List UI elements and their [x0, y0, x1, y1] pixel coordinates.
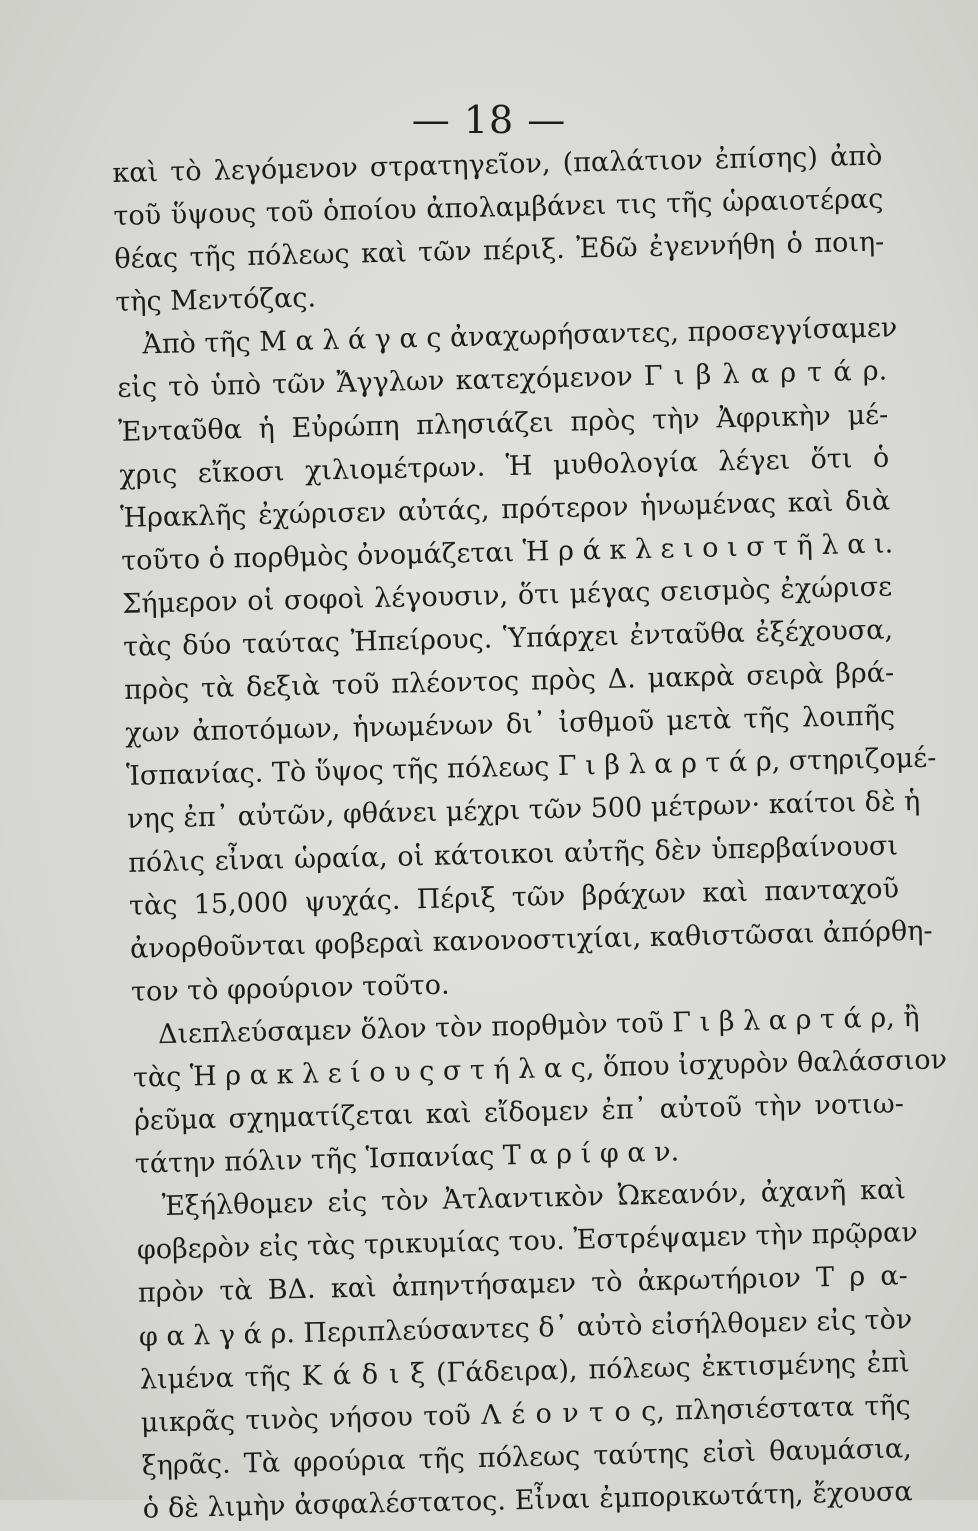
text-line: ἀνορθοῦνται φοβεραὶ κανονοστιχίαι, καθιστῶσαι ἀπόρθη-: [129, 915, 933, 965]
text-line: τὰς δύο ταύτας Ἠπείρους. Ὑπάρχει ἐνταῦθα ἐξέχουσα,: [122, 614, 894, 663]
text-line: τοῦ ὕψους τοῦ ὁποίου ἀπολαμβάνει τις τῆς ὡραιοτέρας: [113, 183, 884, 233]
text-line: Ἱσπανίας. Τὸ ὕψος τῆς πόλεως Γ ι β λ α ρ τ ά ρ, στηριζομέ-: [125, 742, 937, 793]
text-line: ξηρᾶς. Τὰ φρούρια τῆς πόλεως ταύτης εἰσὶ θαυμάσια,: [141, 1433, 912, 1482]
text-line: ὁ δὲ λιμὴν ἀσφαλέστατος. Εἶναι ἐμπορικωτάτη, ἔχουσα: [142, 1476, 913, 1525]
text-line: τὰς Ἡ ρ α κ λ ε ί ο υ ς σ τ ή λ α ς, ὅπου ἰσχυρὸν θαλάσσιον: [132, 1044, 948, 1094]
text-line: φ α λ γ ά ρ. Περιπλεύσαντες δ᾽ αὐτὸ εἰσήλθομεν εἰς τὸν: [138, 1303, 913, 1353]
body-text: [112, 135, 948, 1531]
text-line: λιμένα τῆς Κ ά δ ι ξ (Γάδειρα), πόλεως ἐκτισμένης ἐπὶ: [139, 1346, 911, 1396]
text-line: φοβερὸν εἰς τὰς τρικυμίας του. Ἐστρέψαμεν τὴν πρῷραν: [136, 1217, 919, 1267]
text-line: εἰς τὸ ὑπὸ τῶν Ἄγγλων κατεχόμενον Γ ι β λ α ρ τ ά ρ.: [117, 355, 888, 405]
text-line: τοῦτο ὁ πορθμὸς ὀνομάζεται Ἡ ρ ά κ λ ε ι ο ι σ τ ῆ λ α ι.: [120, 528, 894, 577]
text-line: πόλις εἶναι ὡραία, οἱ κάτοικοι αὐτῆς δὲν ὑπερβαίνουσι: [127, 829, 899, 879]
text-line: Ἐνταῦθα ἡ Εὐρώπη πλησιάζει πρὸς τὴν Ἀφρικὴν μέ-: [118, 399, 889, 448]
text-line: μικρᾶς τινὸς νήσου τοῦ Λ έ ο ν τ ο ς, πλησιέστατα τῆς: [140, 1389, 911, 1439]
text-line: Ἡρακλῆς ἐχώρισεν αὐτάς, πρότερον ἡνωμένας καὶ διὰ: [119, 485, 891, 534]
text-line: Ἐξήλθομεν εἰς τὸν Ἀτλαντικὸν Ὠκεανόν, ἀχανῆ καὶ: [161, 1174, 907, 1223]
text-line: καὶ τὸ λεγόμενον στρατηγεῖον, (παλάτιον ἐπίσης) ἀπὸ: [112, 140, 883, 189]
text-line: πρὸν τὰ ΒΔ. καὶ ἀπηντήσαμεν τὸ ἀκρωτήριον Τ ρ α-: [137, 1260, 909, 1310]
page-number: — 18 —: [411, 98, 567, 142]
text-line: τάτην πόλιν τῆς Ἱσπανίας Τ α ρ ί φ α ν.: [134, 1136, 680, 1180]
text-line: ῥεῦμα σχηματίζεται καὶ εἴδομεν ἐπ᾽ αὐτοῦ τὴν νοτιω-: [133, 1088, 905, 1137]
text-line: τὰς 15,000 ψυχάς. Πέριξ τῶν βράχων καὶ πανταχοῦ: [128, 872, 900, 922]
text-line: Σήμερον οἱ σοφοὶ λέγουσιν, ὅτι μέγας σεισμὸς ἐχώρισε: [121, 571, 893, 620]
text-line: χρις εἴκοσι χιλιομέτρων. Ἡ μυθολογία λέγει ὅτι ὁ: [118, 442, 890, 491]
text-line: θέας τῆς πόλεως καὶ τῶν πέριξ. Ἐδῶ ἐγεννήθη ὁ ποιη-: [114, 226, 885, 276]
text-line: Διεπλεύσαμεν ὅλον τὸν πορθμὸν τοῦ Γ ι β λ α ρ τ ά ρ, ἢ: [157, 1001, 920, 1051]
text-line: τον τὸ φρούριον τοῦτο.: [130, 969, 450, 1008]
text-line: νης ἐπ᾽ αὐτῶν, φθάνει μέχρι τῶν 500 μέτρων· καίτοι δὲ ἡ: [126, 786, 921, 836]
text-line: πρὸς τὰ δεξιὰ τοῦ πλέοντος πρὸς Δ. μακρὰ σειρὰ βρά-: [123, 657, 895, 706]
text-line: τὴς Μεντόζας.: [115, 282, 317, 319]
text-line: Ἀπὸ τῆς Μ α λ ά γ α ς ἀναχωρήσαντες, προσεγγίσαμεν: [142, 312, 898, 361]
text-line: χων ἀποτόμων, ἡνωμένων δι᾽ ἰσθμοῦ μετὰ τῆς λοιπῆς: [124, 700, 896, 750]
